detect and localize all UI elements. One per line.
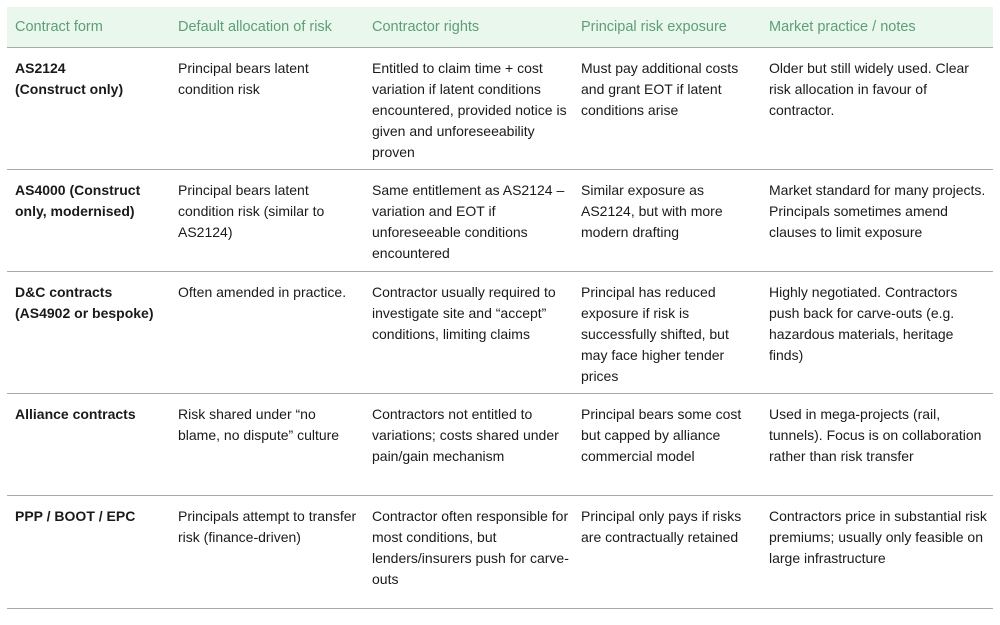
- cell-allocation: Principal bears latent condition risk: [178, 59, 309, 97]
- form-line-1: AS2124: [15, 59, 66, 76]
- cell-exposure: Principal only pays if risks are contractually retained: [581, 507, 742, 545]
- cell-allocation: Often amended in practice.: [178, 283, 347, 300]
- header-market-practice: Market practice / notes: [769, 18, 916, 35]
- cell-notes: Highly negotiated. Contractors push back for carve-outs (e.g. hazardous materials, heritage finds): [769, 283, 958, 363]
- cell-rights: Contractors not entitled to variations; costs shared under pain/gain mechanism: [372, 405, 559, 464]
- table-row: [7, 393, 993, 495]
- table-row: [7, 47, 993, 169]
- cell-exposure: Similar exposure as AS2124, but with more modern drafting: [581, 181, 723, 240]
- form-line-2: (Construct only): [15, 80, 124, 97]
- cell-notes: Market standard for many projects. Principals sometimes amend clauses to limit exposure: [769, 181, 986, 240]
- table-row: [7, 169, 993, 271]
- header-contract-form: Contract form: [15, 18, 103, 35]
- table-row: [7, 495, 993, 608]
- cell-notes: Used in mega-projects (rail, tunnels). Focus is on collaboration rather than risk transfer: [769, 405, 982, 464]
- cell-allocation: Principal bears latent condition risk (similar to AS2124): [178, 181, 325, 240]
- cell-allocation: Risk shared under “no blame, no dispute” culture: [178, 405, 340, 443]
- header-default-allocation: Default allocation of risk: [178, 18, 332, 35]
- cell-allocation: Principals attempt to transfer risk (finance-driven): [178, 507, 357, 545]
- cell-exposure: Must pay additional costs and grant EOT if latent conditions arise: [581, 59, 739, 118]
- cell-contract-form: AS4000 (Construct only, modernised): [15, 181, 141, 219]
- contract-risk-table: [7, 7, 993, 609]
- contract-risk-table-container: [7, 7, 993, 609]
- cell-exposure: Principal bears some cost but capped by alliance commercial model: [581, 405, 742, 464]
- cell-contract-form: PPP / BOOT / EPC: [15, 507, 136, 524]
- cell-rights: Same entitlement as AS2124 – variation and EOT if unforeseeable conditions encountered: [372, 181, 565, 261]
- cell-contract-form: [7, 47, 170, 169]
- cell-contract-form: D&C contracts (AS4902 or bespoke): [15, 283, 154, 321]
- cell-contract-form: Alliance contracts: [15, 405, 136, 422]
- cell-rights: Contractor often responsible for most conditions, but lenders/insurers push for carve-outs: [372, 507, 569, 587]
- cell-notes: Contractors price in substantial risk premiums; usually only feasible on large infrastructure: [769, 507, 987, 566]
- cell-rights: Entitled to claim time + cost variation if latent conditions encountered, provided notice is given and unforeseeability proven: [372, 59, 567, 160]
- table-row: [7, 271, 993, 393]
- cell-rights: Contractor usually required to investigate site and “accept” conditions, limiting claims: [372, 283, 556, 342]
- cell-notes: Older but still widely used. Clear risk allocation in favour of contractor.: [769, 59, 969, 118]
- header-contractor-rights: Contractor rights: [372, 18, 480, 35]
- cell-exposure: Principal has reduced exposure if risk is successfully shifted, but may face higher tender prices: [581, 283, 729, 384]
- table-header-row: [7, 7, 993, 47]
- header-principal-exposure: Principal risk exposure: [581, 18, 727, 35]
